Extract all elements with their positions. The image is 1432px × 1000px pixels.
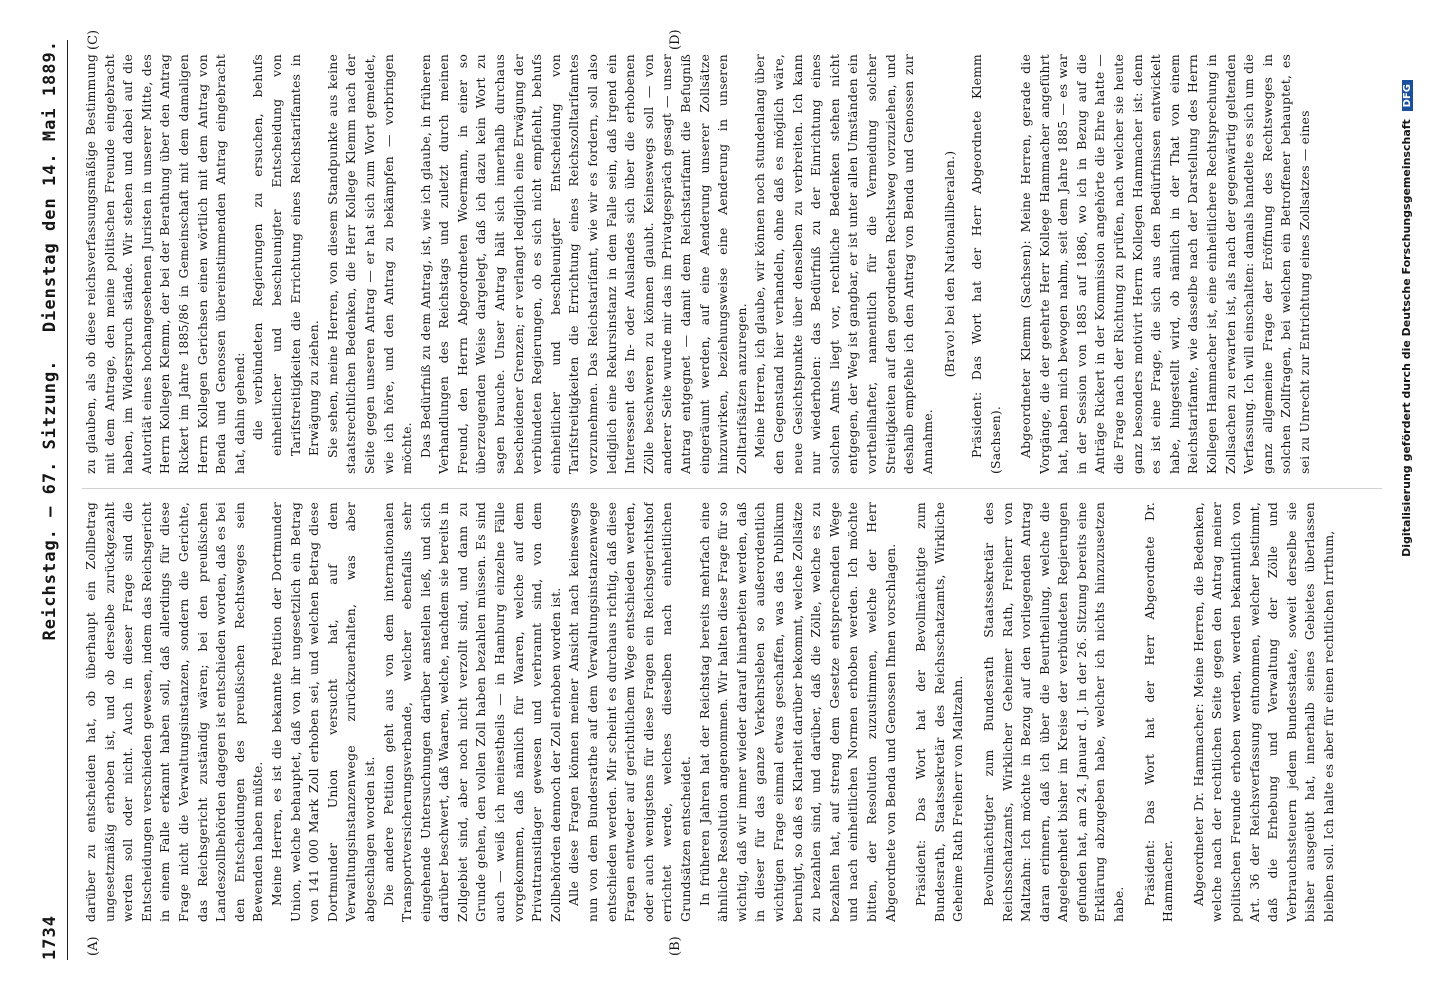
right-text-column bbox=[82, 54, 1382, 474]
session-date: Dienstag den 14. Mai 1889. bbox=[40, 40, 60, 333]
margin-marker-a: (A) bbox=[86, 936, 101, 956]
page-number: 1734 bbox=[40, 915, 60, 960]
paragraph: Sie sehen, meine Herren, von diesem Standpunkte aus keine staatsrechtlichen Bedenken, die Herr Kollege Klemm nach der Seite gegen unseren Antrag — er hat sich zum Wort gemeldet, wie ich höre, und den Antrag zu bekämpfen — vorbringen möchte. bbox=[324, 54, 415, 474]
header-rule bbox=[67, 40, 68, 960]
paragraph: In früheren Jahren hat der Reichstag bereits mehrfach eine ähnliche Resolution angenommen. Wir halten diese Frage für so wichtig, daß wir immer wieder darauf hinarbeiten werden, daß in dieser für das ganze Verkehrsleben so außerordentlich wichtigen Frage einmal etwas geschaffen, was das Publikum beruhigt, so daß es Klarheit darüber bekommt, welche Zollsätze zu bezahlen sind, und darüber, daß die Zölle, welche es zu bezahlen hat, auf streng dem Gesetze entsprechenden Wege und nach einheitlichen Normen erhoben werden. Ich möchte bitten, der Resolution zuzustimmen, welche der Herr Abgeordnete von Benda und Genossen Ihnen vorschlagen. bbox=[696, 502, 898, 922]
margin-marker-d: (D) bbox=[668, 29, 683, 50]
paragraph: Das Bedürfniß zu dem Antrag, ist, wie ich glaube, in früheren Verhandlungen des Reichstags und zuletzt durch meinen Freund, den Herrn Abgeordneten Woermann, in einer so überzeugenden Weise dargelegt, daß ich dazu kein Wort zu sagen brauche. Unser Antrag hält sich innerhalb durchaus bescheidener Grenzen; er verlangt lediglich eine Erwägung der verbündeten Regierungen, ob es sich nicht empfiehlt, behufs einheitlicher und beschleunigter Entscheidung von Tarifstreitigkeiten die Errichtung eines Reichszolltarifamtes vorzunehmen. Das Reichstarifamt, wie wir es fordern, soll also lediglich eine Rekursinstanz in dem Falle sein, daß irgend ein Interessent des In- oder Auslandes sich über die erhobenen Zölle beschweren zu können glaubt. Keineswegs soll — von anderer Seite wurde mir das im Privatgespräch gesagt — unser Antrag entgegnet — damit dem Reichstarifamt die Befugniß eingeräumt werden, auf eine Aenderung unserer Zollsätze hinzuwirken, beziehungsweise eine Aenderung in unseren Zolltarifsätzen anzuregen. bbox=[417, 54, 749, 474]
quoted-motion: die verbündeten Regierungen zu ersuchen, behufs einheitlicher und beschleunigter Entscheidung von Tarifstreitigkeiten die Errichtung eines Reichstarifamtes in Erwägung zu ziehen. bbox=[250, 54, 322, 456]
paragraph: Die andere Petition geht aus von dem internationalen Transportversicherungsverbande, welcher ebenfalls sehr eingehende Untersuchungen darüber anstellen ließ, und sich darüber beschwert, daß Waaren, welche, nachdem sie bereits in Zollgebiet sind, aber noch nicht verzollt sind, und dann zu Grunde gehen, den vollen Zoll haben bezahlen müssen. Es sind auch — weiß ich meinestheils — in Hamburg einzelne Fälle vorgekommen, daß nämlich für Waaren, welche auf dem Privattransitlager gewesen und verbrannt sind, von dem Zollbehörden dennoch der Zoll erhoben worden ist. bbox=[380, 502, 563, 922]
speech-paragraph: Bevollmächtigter zum Bundesrath Staatssekretär des Reichsschatzamts, Wirklicher Geheimer Rath, Freiherr von Maltzahn: Ich möchte in Bezug auf den vorliegenden Antrag daran erinnern, daß ich über die Beurtheilung, welche die Angelegenheit bisher im Kreise der verbündeten Regierungen gefunden hat, am 24. Januar d. J. in der 26. Sitzung bereits eine Erklärung abzugeben habe, welcher ich nichts hinzuzusetzen habe. bbox=[980, 502, 1127, 922]
dfg-logo: DFG bbox=[1402, 80, 1413, 111]
speaker-announcement: Präsident: Das Wort hat der Herr Abgeordnete Klemm (Sachsen). bbox=[968, 54, 1003, 474]
page-header bbox=[34, 40, 68, 960]
margin-marker-c: (C) bbox=[86, 29, 101, 50]
speech-paragraph: Abgeordneter Dr. Hammacher: Meine Herren, die Bedenken, welche nach der rechtlichen Seite gegen den Antrag meiner politischen Freunde erhoben werden, werden bekanntlich von Art. 36 der Reichsverfassung entnommen, welcher bestimmt, daß die Erhebung und Verwaltung der Zölle und Verbrauchssteuern jedem Bundesstaate, soweit derselbe sie bisher ausgeübt hat, innerhalb seines Gebietes überlassen bleiben soll. Ich halte es aber für einen rechtlichen Irrthum, bbox=[1190, 502, 1336, 922]
speech-paragraph: Abgeordneter Klemm (Sachsen): Meine Herren, gerade die Vorgänge, die der geehrte Herr Kollege Hammacher angeführt hat, haben mich bewogen nahm, seit dem Jahre 1885 — es war in der Session von 1885 auf 1886, wo ich in Bezug auf die Anträge Rickert in der Kommission angehörte die Ehre hatte — die Frage nach der Richtung zu prüfen, nach welcher sie heute ganz besonders motivirt Herrn Kollegen Hammacher ist: denn es ist eine Frage, die sich aus den Bedürfnissen entwickelt habe, hingestellt wird, ob nämlich in der That von einem Reichstarifamte, wie dasselbe nach der Darstellung des Herrn Kollegen Hammacher ist, eine einheitlichere Rechtsprechung in Zollsachen zu erwarten ist, als nach der gegenwärtig geltenden Verfassung. Ich will einschalten: damals handelte es sich um die ganz allgemeine Frage der Eröffnung des Rechtsweges in solchen Zollfragen, bei welchen ein Betroffener behauptet, es sei zu Unrecht zur Entrichtung eines Zollsatzes — eines bbox=[1018, 54, 1312, 474]
margin-marker-b: (B) bbox=[668, 936, 683, 956]
speaker-announcement: Präsident: Das Wort hat der Bevollmächtigte zum Bundesrath, Staatssekretär des Reichsschatzamts, Wirkliche Geheime Rath Freiherr von Maltzahn. bbox=[913, 502, 966, 922]
paragraph: Meine Herren, es ist die bekannte Petition der Dortmunder Union, welche behauptet, daß von ihr ungesetzlich ein Betrag von 141 000 Mark Zoll erhoben sei, und welchen Betrag diese Dortmunder Union versucht hat, auf dem Verwaltungsinstanzenwege zurückzuerhalten, was aber abgeschlagen worden ist. bbox=[268, 502, 377, 922]
session-title: Reichstag. — 67. Sitzung. bbox=[40, 359, 60, 641]
column-divider bbox=[82, 488, 1382, 489]
digitization-footer bbox=[1400, 80, 1413, 920]
digitization-note: Digitalisierung gefördert durch die Deutsche Forschungsgemeinschaft bbox=[1400, 119, 1413, 557]
applause-note: (Bravo! bei den Nationalliberalen.) bbox=[942, 150, 958, 378]
paragraph: Meine Herren, ich glaube, wir können noch stundenlang über den Gegenstand hier verhandeln, ohne daß es möglich wäre, neue Gesichtspunkte über denselben zu verbreiten. Ich kann nur wiederholen: das Bedürfniß zu der Einrichtung eines solchen Amts liegt vor, rechtliche Bedenken stehen nicht entgegen, der Weg ist gangbar, er ist unter allen Umständen ein vortheilhafter, namentlich für die Vermeidung solcher Streitigkeiten auf den geordneten Rechtsweg vorzuziehen, und deshalb empfehle ich den Antrag von Benda und Genossen zur Annahme. bbox=[752, 54, 935, 474]
paragraph: Alle diese Fragen können meiner Ansicht nach keineswegs nun von dem Bundesrathe auf dem Verwaltungsinstanzenwege entschieden werden. Mir scheint es durchaus richtig, daß diese Fragen entweder auf gerichtlichem Wege entschieden werden, oder auch wenigstens für diese Fragen ein Reichsgerichtshof errichtet werde, welches dieselben nach einheitlichen Grundsätzen entscheidet. bbox=[566, 502, 693, 922]
speaker-announcement: Präsident: Das Wort hat der Herr Abgeordnete Dr. Hammacher. bbox=[1141, 502, 1176, 922]
paragraph: zu glauben, als ob diese reichsverfassungsmäßige Bestimmung mit dem Antrage, den meine politischen Freunde eingebracht haben, im Widerspruch stände. Wir stehen und dabei auf die Autorität eines hochangesehenen Juristen in unserer Mitte, des Herrn Kollegen Klemm, der bei der Berathung über den Antrag Rickert im Jahre 1885/86 in Gemeinschaft mit dem damaligen Herrn Kollegen Gerichsen einen wörtlich mit dem Antrag von Benda und Genossen übereinstimmenden Antrag eingebracht hat, dahin gehend: bbox=[83, 54, 247, 474]
paragraph: darüber zu entscheiden hat, ob überhaupt ein Zollbetrag ungesetzmäßig erhoben ist, und ob derselbe zurückgezahlt werden soll oder nicht. Auch in dieser Frage sind die Entscheidungen verschieden gewesen, indem das Reichsgericht in einem Falle erkannt haben soll, daß allerdings für diese Frage nicht die Verwaltungsinstanzen, sondern die Gerichte, das Reichsgericht zuständig wären; bei den preußischen Landeszollbehörden dagegen ist entschieden worden, daß es bei den Entscheidungen des preußischen Rechtsweges sein Bewenden haben müßte. bbox=[83, 502, 266, 922]
left-text-column bbox=[82, 502, 1382, 922]
